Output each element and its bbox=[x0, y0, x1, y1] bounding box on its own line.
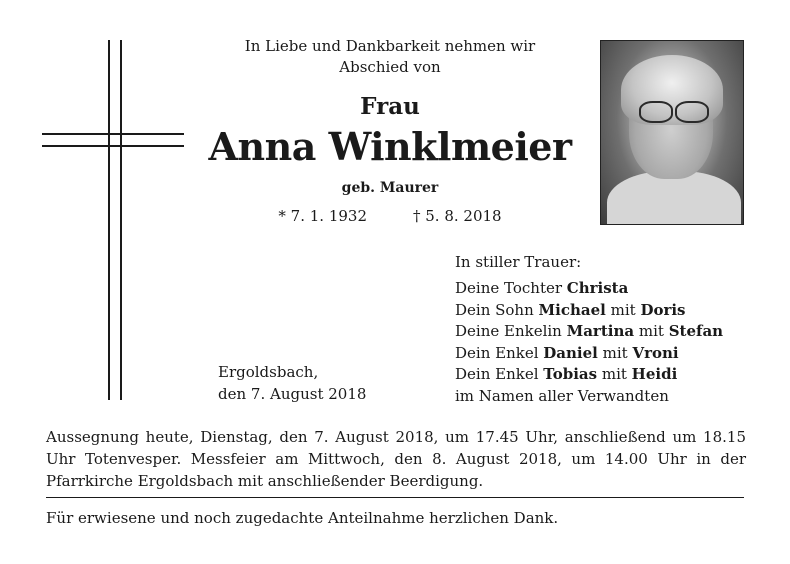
family-row: Deine Enkelin Martina mit Stefan bbox=[455, 322, 724, 340]
family-row: Dein Enkel Daniel mit Vroni bbox=[455, 343, 679, 362]
family-row: Dein Sohn Michael mit Doris bbox=[455, 300, 686, 319]
photo-body bbox=[607, 171, 741, 225]
service-notice: Aussegnung heute, Dienstag, den 7. August 2018, um 17.45 Uhr, anschließend um 18.15 Uhr Totenvesper. Messfeier am Mittwoch, den 8. August 2018, um 14.00 Uhr in der Pfarrkirche Ergoldsbach mit anschließender Beerdigung. bbox=[46, 428, 746, 490]
divider bbox=[46, 497, 744, 498]
deceased-name: Anna Winklmeier bbox=[208, 124, 572, 169]
photo-glasses-left bbox=[639, 101, 673, 123]
relatives-line: im Namen aller Verwandten bbox=[455, 386, 669, 405]
cross-vertical-line-left bbox=[108, 40, 110, 400]
cross-horizontal-line-top bbox=[42, 133, 184, 135]
place-date: den 7. August 2018 bbox=[218, 384, 367, 403]
family-row: Deine Tochter Christa bbox=[455, 279, 629, 297]
life-dates bbox=[190, 207, 590, 225]
death-date: † 5. 8. 2018 bbox=[413, 207, 502, 225]
intro-line-2: Abschied von bbox=[339, 58, 441, 76]
salutation: Frau bbox=[360, 93, 420, 120]
photo-glasses-right bbox=[675, 101, 709, 123]
mourning-heading: In stiller Trauer: bbox=[455, 253, 582, 271]
intro-text bbox=[190, 36, 590, 78]
family-row: Dein Enkel Tobias mit Heidi bbox=[455, 365, 678, 383]
place-name: Ergoldsbach, bbox=[218, 363, 319, 381]
cross-horizontal-line-bottom bbox=[42, 145, 184, 147]
thanks-text: Für erwiesene und noch zugedachte Anteilnahme herzlichen Dank. bbox=[46, 509, 559, 527]
place-and-date bbox=[218, 362, 366, 405]
birth-date: * 7. 1. 1932 bbox=[278, 207, 367, 225]
cross-vertical-line-right bbox=[120, 40, 122, 400]
portrait-photo bbox=[600, 40, 744, 225]
maiden-name: geb. Maurer bbox=[341, 180, 439, 196]
intro-line-1: In Liebe und Dankbarkeit nehmen wir bbox=[244, 37, 536, 55]
family-list bbox=[455, 278, 723, 407]
